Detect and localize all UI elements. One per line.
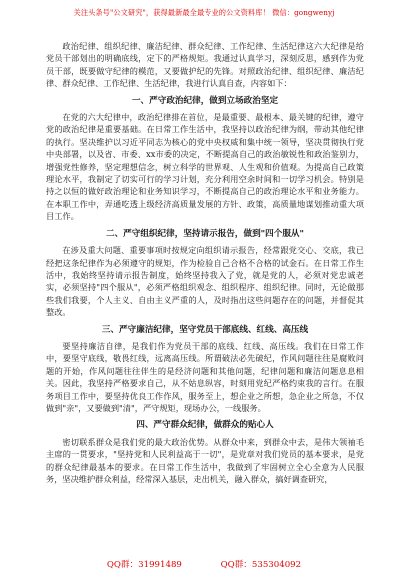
section-3-paragraph: 要坚持廉洁自律，是我们作为党员干部的底线、红线、高压线。我们在日常工作中，要坚守底线，敬畏红线，远离高压线。所谓破法必先破纪，作风问题往往是腐败问题的开始，作风问题往往伴生的是经济问题和其他问题，纪律问题和廉洁问题息息相关。因此，我坚持严格要求自己，从不姑息纵容，时刻用党纪严格约束我的言行。在服务项目工作中，要坚持优良工作作风，服务至上，想企业之所想，急企业之所急，不仅做到"亲"，又要做到"清"，严守规矩，现场办公，一线服务。	[46, 340, 364, 413]
section-4-paragraph: 密切联系群众是我们党的最大政治优势。从群众中来，到群众中去，是伟大领袖毛主席的一贯要求，"坚持党和人民利益高于一切"，是党章对我们党员的基本要求，是党的群众纪律最基本的要求。在日常工作生活中，我做到了牢固树立全心全意为人民服务，坚决维护群众利益，经常深入基层，走出机关，融入群众，搞好调查研究，	[46, 436, 364, 484]
section-heading-1: 一、严守政治纪律，做到立场政治坚定	[131, 95, 279, 106]
section-1-paragraph: 在党的六大纪律中，政治纪律排在首位，是最重要、最根本、最关键的纪律，遵守党的政治纪律是重要基础。在日常工作生活中，我坚持以政治纪律为纲，带动其他纪律的执行。坚决维护以习近平同志为核心的党中央权威和集中统一领导，坚决贯彻执行党中央部署，以及省、市委、xx市委的决定，不断提高自己的政治敏锐性和政治鉴别力，增强党性修养，坚定理想信念，树立科学的世界观、人生观和价值观。为提高自己政策理论水平，我制定了切实可行的学习计划，充分利用空余时间和一切学习机会。特别是持之以恒的做好政治理论和业务知识学习，不断提高自己的政治理论水平和业务能力。在本职工作中，弄通吃透上级经济高质量发展的方针、政策，高质量地谋划推动重大项目工作。	[46, 112, 364, 222]
intro-paragraph: 政治纪律、组织纪律、廉洁纪律、群众纪律、工作纪律、生活纪律这六大纪律是给党员干部划出的明确底线，定下的严格规矩。我通过认真学习，深刻反思，感到作为党员干部，既要做守纪律的模范，又要做护纪的先锋。对照政治纪律、组织纪律、廉洁纪律、群众纪律、工作纪律、生活纪律，我进行认真自查，内容如下：	[46, 41, 364, 89]
footer-contact	[0, 558, 408, 570]
section-heading-3: 三、严守廉洁纪律，坚守党员干部底线、红线、高压线	[101, 324, 309, 335]
footer-qq-group-2: QQ群：535304092	[220, 560, 302, 570]
header-watermark: 关注头条号"公文研究"，获得最新最全最专业的公文资料库！ 微信：gongwenyj	[73, 8, 335, 17]
footer-qq-group-1: QQ群：31991489	[106, 560, 182, 570]
section-2-paragraph: 在涉及重大问题、重要事项时按规定向组织请示报告，经常跟党交心、交底，我已经把这条纪律作为必须遵守的规矩，作为检验自己合格不合格的试金石。在日常工作生活中，我始终坚持请示报告制度，始终坚持我入了党，就是党的人，必须对党忠诚老实，必须坚持"四个服从"，必须严格组织观念、组织程序、组织纪律。同时，无论做那些我们我要，个人主义、自由主义严重的人，及时指出这些问题存在的问题，并督促其整改。	[46, 245, 364, 318]
document-body	[46, 40, 364, 485]
section-heading-4: 四、严守群众纪律，做群众的贴心人	[136, 420, 274, 431]
section-heading-2: 二、严守组织纪律，坚持请示报告，做到"四个服从"	[105, 228, 305, 239]
